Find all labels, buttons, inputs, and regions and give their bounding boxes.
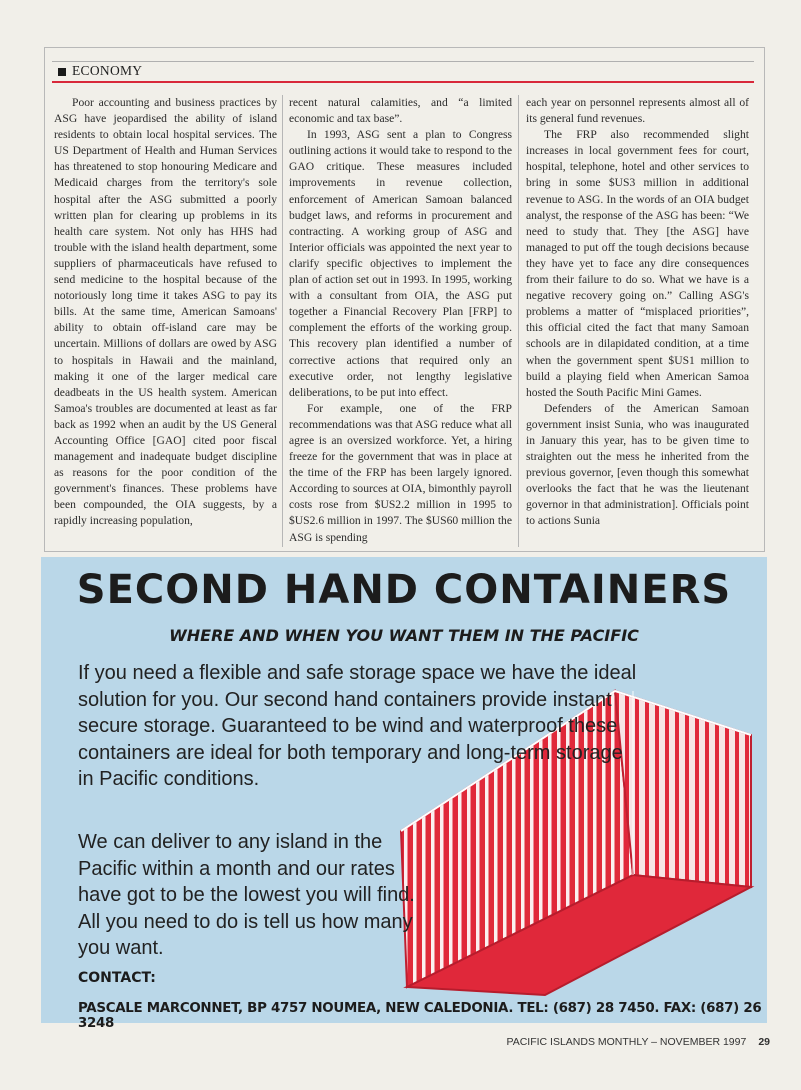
- page-number: 29: [758, 1036, 770, 1048]
- header-red-rule: [52, 81, 754, 83]
- paragraph: The FRP also recommended slight increases in local government fees for court, hospital, telephone, hotel and other services to bring in some $US3 million in additional revenue to ASG. In the words of an OIA budget analyst, the response of the ASG has been: “We need to study that. They [the ASG] have managed to put off the tough decisions because they have yet to face any dire consequences from their failure to do so. What we have is a negative recovery going on.” Calling ASG's problems a matter of “misplaced priorities”, this official cited the fact that many Samoan schools are in dilapidated condition, at a time when the government spent $US1 million to build a playing field when American Samoa hosted the South Pacific Mini Games.: [526, 128, 749, 399]
- header-rule: [52, 61, 754, 62]
- ad-subtitle: WHERE AND WHEN YOU WANT THEM IN THE PACIFIC: [169, 626, 639, 645]
- paragraph: In 1993, ASG sent a plan to Congress outlining actions it would take to respond to the GAO critique. These measures included improvements in revenue collection, enforcement of American Samoan balanced budget laws, and reforms in procurement and contracting. A working group of ASG and Interior officials was appointed the next year to clarify specific objectives to implement the plan of action set out in 1993. In 1995, working with a consultant from OIA, the ASG put together a Financial Recovery Plan [FRP] to complement the efforts of the working group. This recovery plan identified a number of corrective actions that required only an executive order, not lengthy legislative deliberations, to be put into effect.: [289, 128, 512, 399]
- advertisement: [41, 557, 767, 1031]
- ad-body-text: If you need a flexible and safe storage space we have the ideal solution for you. Our second hand containers provide instant secure storage. Guaranteed to be wind and waterproof these containers are ideal for both temporary and long-term storage in Pacific conditions.: [78, 662, 637, 790]
- article-column-3: [526, 95, 749, 547]
- article-column-1: [54, 95, 277, 547]
- ad-body-text: We can deliver to any island in the Pacific within a month and our rates have got to be the lowest you will find. All you need to do is tell us how many you want.: [78, 831, 415, 959]
- paragraph: Poor accounting and business practices by ASG have jeopardised the ability of island residents to obtain local hospital services. The US Department of Health and Human Services has threatened to stop honouring Medicare and Medicaid charges from the territory's sole hospital after the ASG submitted a poorly written plan for clearing up problems in its health care system. Not only has HHS had trouble with the island health department, some suppliers of pharmaceuticals have refused to send medicine to the hospital because of the notoriously long time it takes ASG to pay its bills. At the same time, American Samoans' ability to obtain off-island care may be uncertain. Millions of dollars are owed by ASG to hospitals in Hawaii and the mainland, making it one of the larger medical care deadbeats in the US health system. American Samoa's troubles are documented at least as far back as 1992 when an audit by the US General Accounting Office [GAO] cited poor fiscal management and inadequate budget discipline as reasons for the poor condition of the government's finances. These problems have been compounded, the OIA suggests, by a rapidly increasing population,: [54, 96, 277, 528]
- paragraph: For example, one of the FRP recommendations was that ASG reduce what all agree is an oversized workforce. Yet, a hiring freeze for the government that was in place at the time of the FRP has been largely ignored. According to sources at OIA, bimonthly payroll costs rose from $US2.2 million in 1995 to $US2.6 million in 1997. The $US60 million the ASG is spending: [289, 401, 512, 544]
- section-label: ECONOMY: [72, 63, 143, 78]
- column-divider: [282, 95, 283, 547]
- contact-label: CONTACT:: [78, 970, 156, 986]
- section-bullet-icon: [58, 68, 66, 76]
- column-divider: [518, 95, 519, 547]
- publication-name: PACIFIC ISLANDS MONTHLY – NOVEMBER 1997: [506, 1036, 747, 1048]
- ad-paragraph-2: [78, 829, 428, 962]
- contact-details: PASCALE MARCONNET, BP 4757 NOUMEA, NEW CALEDONIA. TEL: (687) 28 7450. FAX: (687) 26 3248: [78, 1001, 762, 1031]
- ad-paragraph-1: [78, 660, 638, 793]
- ad-title: SECOND HAND CONTAINERS: [76, 567, 732, 613]
- paragraph: each year on personnel represents almost all of its general fund revenues.: [526, 96, 749, 126]
- article-column-2: [289, 95, 512, 547]
- section-header: [52, 61, 754, 83]
- page-footer: [440, 1036, 770, 1048]
- paragraph: recent natural calamities, and “a limited economic and tax base”.: [289, 96, 512, 126]
- paragraph: Defenders of the American Samoan government insist Sunia, who was inaugurated in January this year, has to be given time to straighten out the mess he inherited from the previous governor, [even though this somewhat overlooks the fact that he was the lieutenant governor in that administration]. Officials point to actions Sunia: [526, 401, 749, 528]
